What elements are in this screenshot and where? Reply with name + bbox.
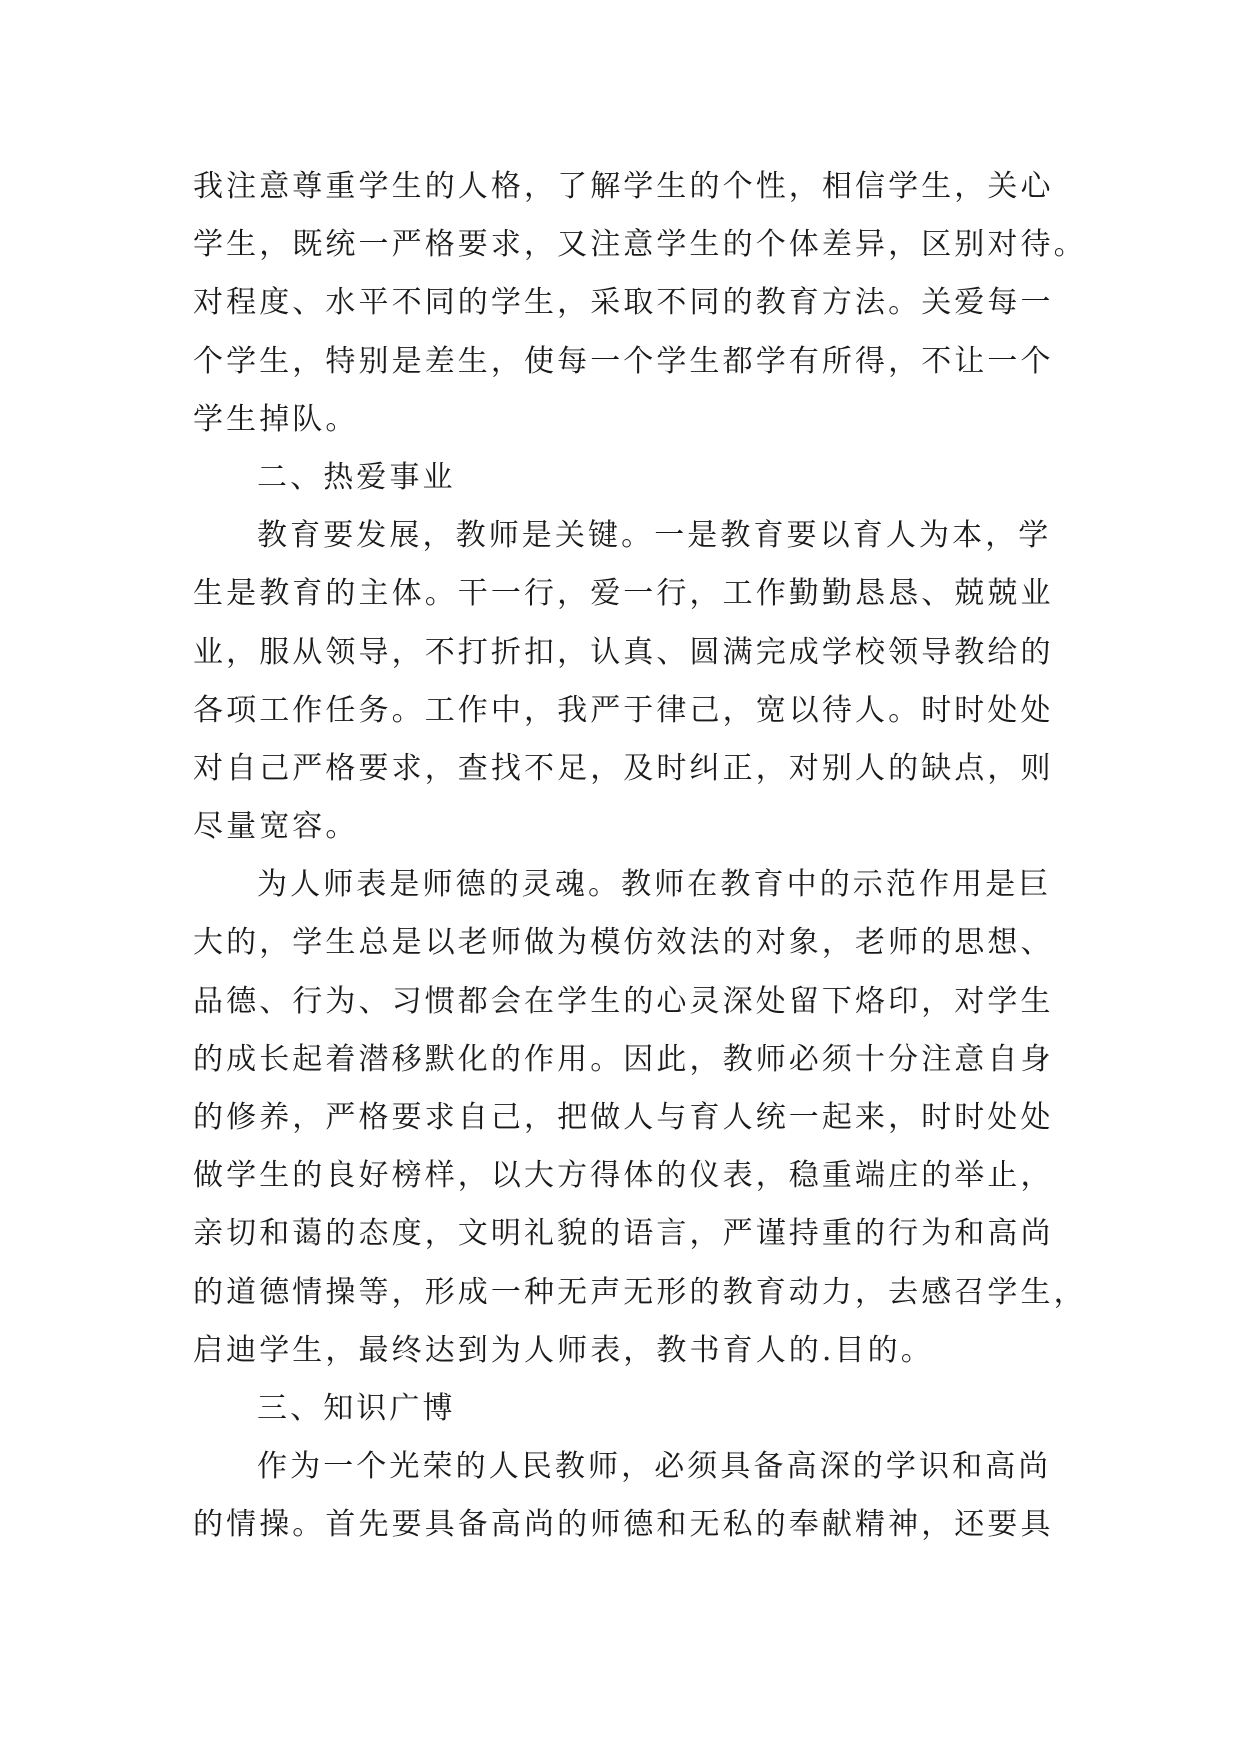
text-line: 启迪学生，最终达到为人师表，教书育人的.目的。 xyxy=(193,1332,934,1368)
document-body xyxy=(193,158,1087,1555)
text-line: 个学生，特别是差生，使每一个学生都学有所得，不让一个 xyxy=(193,343,1054,379)
text-line: 的成长起着潜移默化的作用。因此，教师必须十分注意自身 xyxy=(193,1041,1054,1077)
text-line: 品德、行为、习惯都会在学生的心灵深处留下烙印，对学生 xyxy=(193,983,1054,1019)
text-line: 我注意尊重学生的人格，了解学生的个性，相信学生，关心 xyxy=(193,169,1054,204)
text-line: 对程度、水平不同的学生，采取不同的教育方法。关爱每一 xyxy=(193,285,1054,321)
text-line: 的修养，严格要求自己，把做人与育人统一起来，时时处处 xyxy=(193,1100,1054,1135)
text-line: 的情操。首先要具备高尚的师德和无私的奉献精神，还要具 xyxy=(193,1507,1054,1543)
text-line: 亲切和蔼的态度，文明礼貌的语言，严谨持重的行为和高尚 xyxy=(193,1216,1054,1252)
text-line: 业，服从领导，不打折扣，认真、圆满完成学校领导教给的 xyxy=(193,634,1054,670)
text-line: 生是教育的主体。干一行，爱一行，工作勤勤恳恳、兢兢业 xyxy=(193,576,1054,612)
text-line: 大的，学生总是以老师做为模仿效法的对象，老师的思想、 xyxy=(193,925,1054,961)
text-line: 各项工作任务。工作中，我严于律己，宽以待人。时时处处 xyxy=(193,692,1054,728)
text-line: 做学生的良好榜样，以大方得体的仪表，稳重端庄的举止， xyxy=(193,1158,1054,1194)
paragraph-start-line: 为人师表是师德的灵魂。教师在教育中的示范作用是巨 xyxy=(257,867,1052,903)
text-line: 学生，既统一严格要求，又注意学生的个体差异，区别对待。 xyxy=(193,227,1087,263)
paragraph-start-line: 教育要发展，教师是关键。一是教育要以育人为本，学 xyxy=(257,518,1052,554)
paragraph-start-line: 二、热爱事业 xyxy=(257,459,456,495)
text-line: 学生掉队。 xyxy=(193,401,359,437)
text-line: 对自己严格要求，查找不足，及时纠正，对别人的缺点，则 xyxy=(193,750,1054,786)
paragraph-start-line: 三、知识广博 xyxy=(257,1390,456,1426)
paragraph-start-line: 作为一个光荣的人民教师，必须具备高深的学识和高尚 xyxy=(257,1449,1052,1485)
text-line: 的道德情操等，形成一种无声无形的教育动力，去感召学生， xyxy=(193,1274,1087,1310)
text-line: 尽量宽容。 xyxy=(193,809,359,845)
